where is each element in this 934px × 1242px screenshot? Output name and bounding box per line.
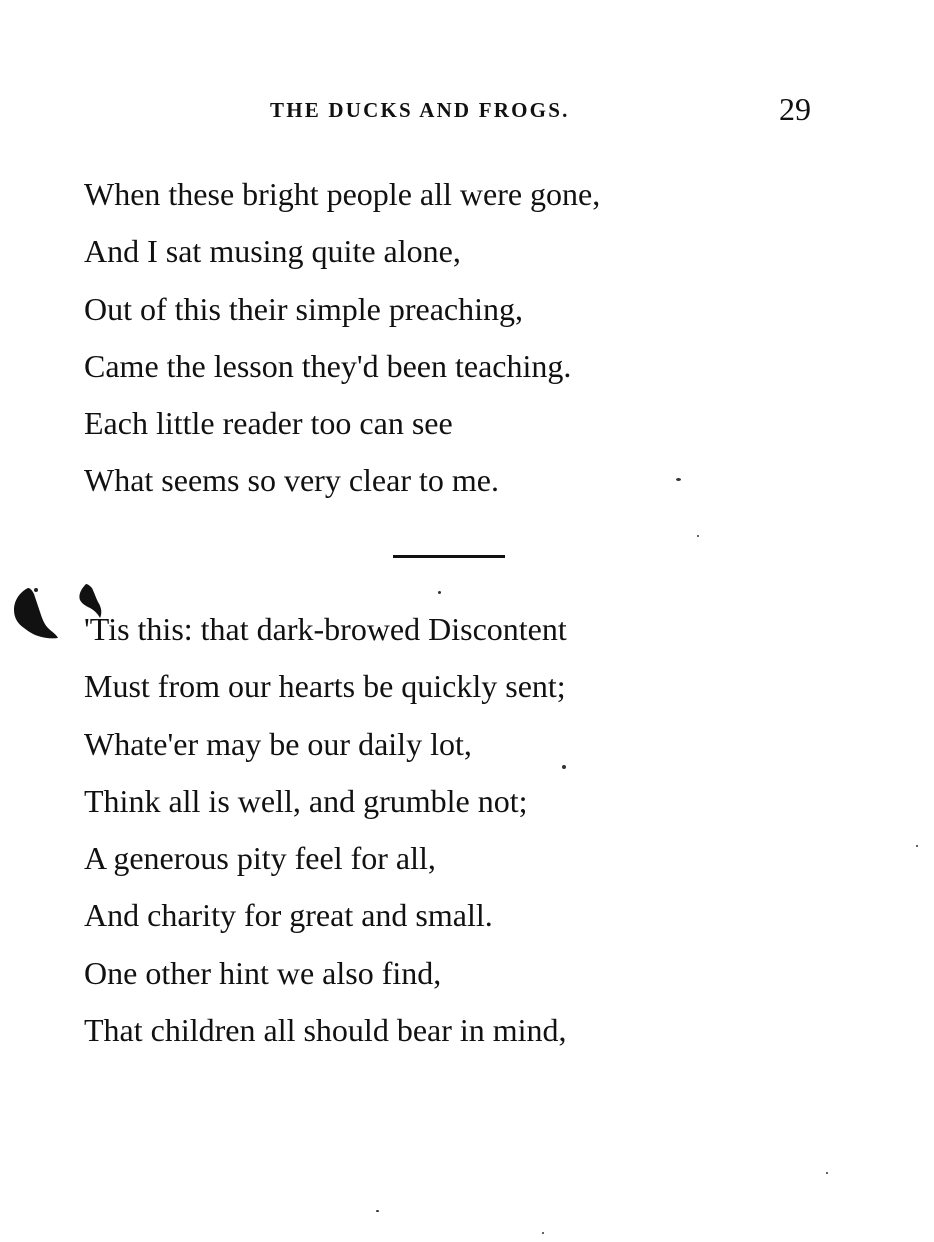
scan-speck: [826, 1172, 828, 1174]
stanza-2: [84, 601, 567, 1059]
verse-line: Each little reader too can see: [84, 405, 453, 442]
verse-line: Out of this their simple preaching,: [84, 290, 524, 327]
verse-line: And I sat musing quite alone,: [84, 233, 461, 270]
scan-speck: [916, 845, 918, 847]
verse-line: 'Tis this: that dark-browed Discontent: [84, 611, 567, 647]
scan-speck: [676, 478, 681, 481]
ink-blot-left: [6, 584, 62, 644]
stanza-1: [84, 166, 600, 510]
scan-speck: [376, 1210, 379, 1212]
verse-line: A generous pity feel for all,: [84, 840, 436, 877]
page-number: 29: [779, 91, 811, 127]
verse-line: Whate'er may be our daily lot,: [84, 725, 472, 762]
verse-line: What seems so very clear to me.: [84, 462, 499, 499]
verse-line: And charity for great and small.: [84, 897, 493, 934]
verse-line: That children all should bear in mind,: [84, 1012, 567, 1049]
scan-speck: [562, 765, 566, 769]
scan-speck: [542, 1232, 544, 1234]
section-divider-rule: [393, 555, 505, 558]
verse-line: Think all is well, and grumble not;: [84, 782, 528, 819]
ink-mark-apostrophe: [72, 582, 106, 622]
verse-line: Must from our hearts be quickly sent;: [84, 668, 566, 705]
scan-speck: [438, 591, 441, 594]
verse-line: Came the lesson they'd been teaching.: [84, 347, 572, 384]
running-title: THE DUCKS AND FROGS.: [270, 98, 570, 122]
verse-line: One other hint we also find,: [84, 954, 442, 991]
scan-speck: [697, 535, 699, 537]
verse-line: When these bright people all were gone,: [84, 176, 601, 212]
